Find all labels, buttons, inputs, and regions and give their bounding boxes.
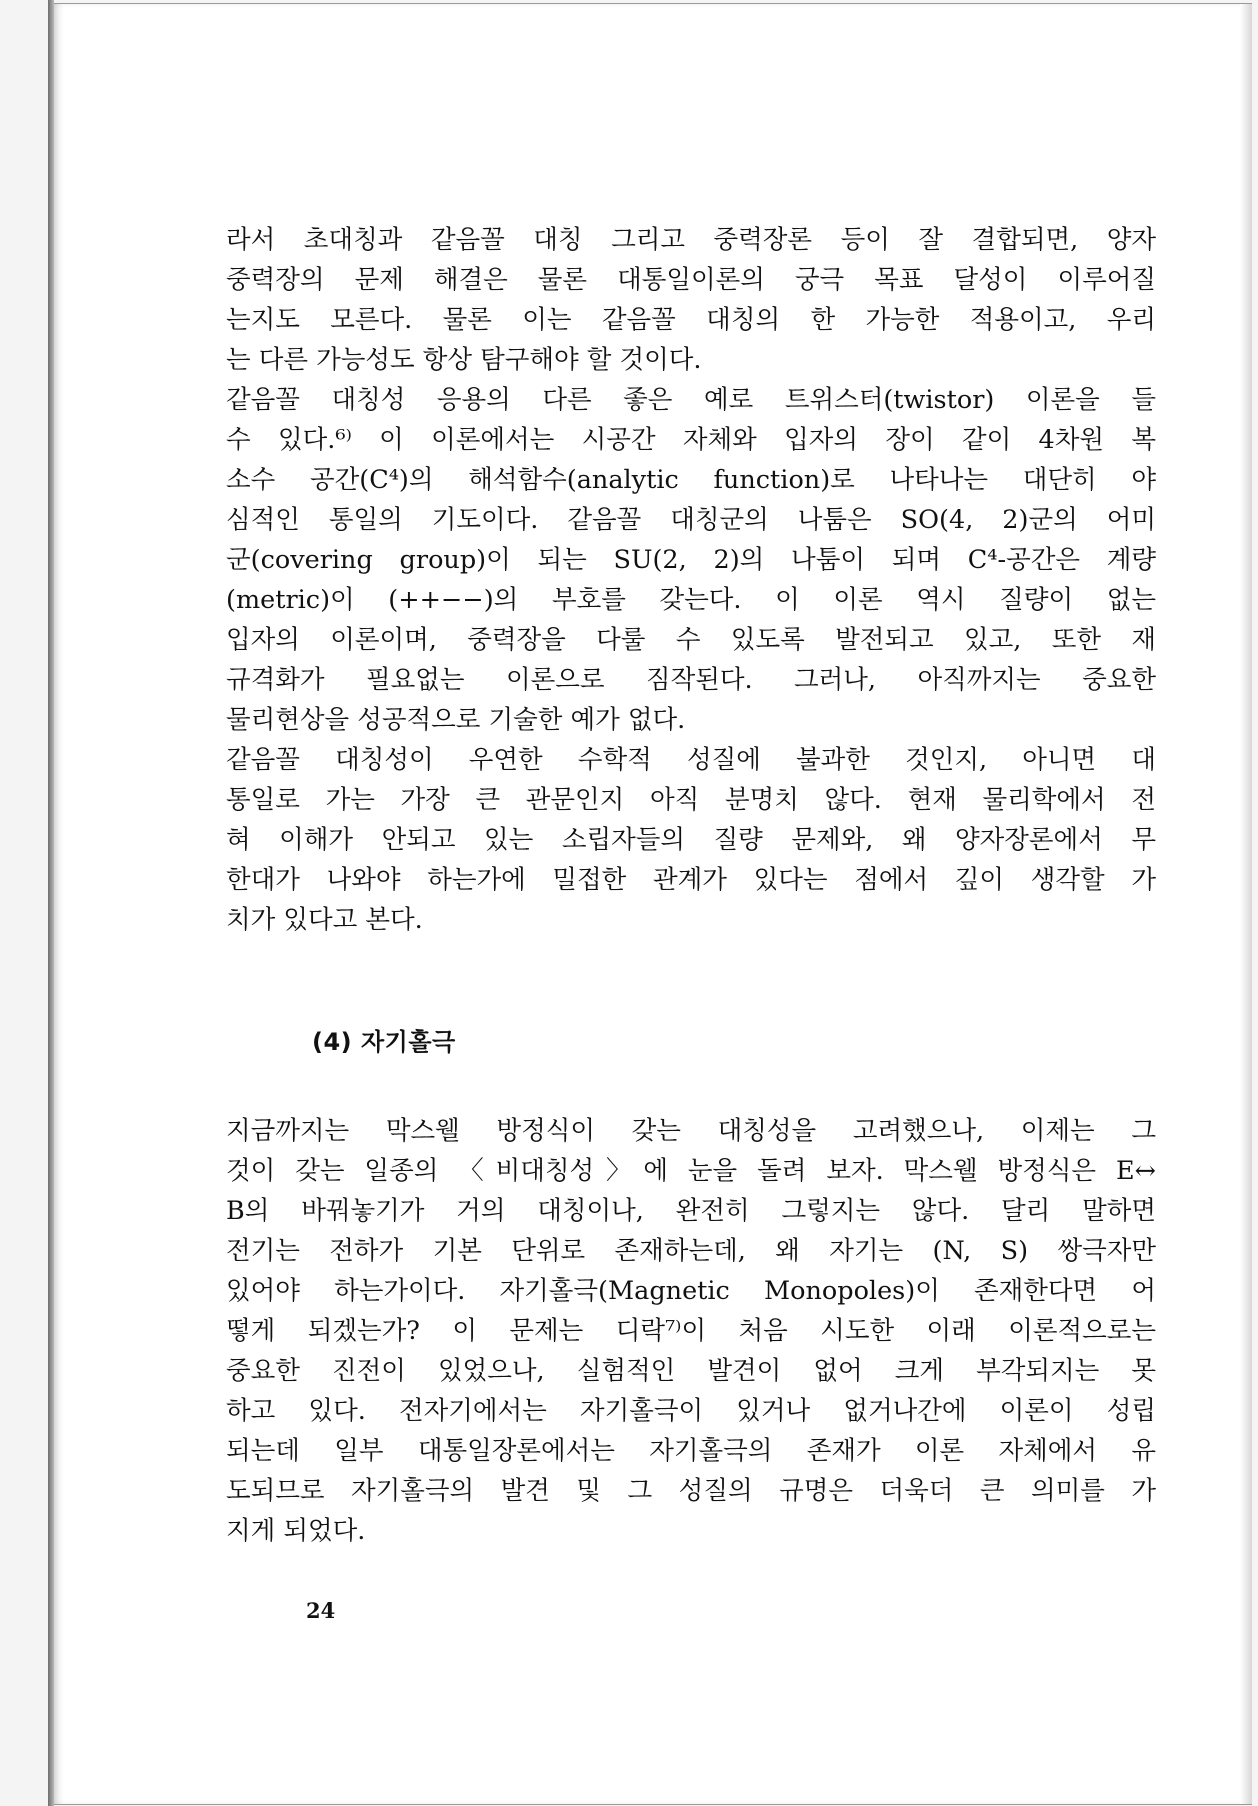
text-line: 혀 이해가 안되고 있는 소립자들의 질량 문제와, 왜 양자장론에서 무 — [226, 825, 1156, 855]
text-line: 물리현상을 성공적으로 기술한 예가 없다. — [226, 705, 686, 735]
text-line: 입자의 이론이며, 중력장을 다룰 수 있도록 발전되고 있고, 또한 재 — [226, 625, 1156, 655]
text-line: B의 바꿔놓기가 거의 대칭이나, 완전히 그렇지는 않다. 달리 말하면 — [226, 1196, 1156, 1226]
text-line: 것이 갖는 일종의 〈비대칭성〉에 눈을 돌려 보자. 막스웰 방정식은 E↔ — [226, 1156, 1156, 1186]
text-line: 중요한 진전이 있었으나, 실험적인 발견이 없어 크게 부각되지는 못 — [226, 1356, 1156, 1386]
text-line: 도되므로 자기홀극의 발견 및 그 성질의 규명은 더욱더 큰 의미를 가 — [226, 1476, 1156, 1506]
text-line: 규격화가 필요없는 이론으로 짐작된다. 그러나, 아직까지는 중요한 — [226, 665, 1156, 695]
body-text-top — [226, 220, 1156, 940]
text-line: 심적인 통일의 기도이다. 같음꼴 대칭군의 나툼은 SO(4, 2)군의 어미 — [226, 505, 1156, 535]
text-line: (metric)이 (++−−)의 부호를 갖는다. 이 이론 역시 질량이 없는 — [226, 585, 1156, 615]
text-line: 같음꼴 대칭성이 우연한 수학적 성질에 불과한 것인지, 아니면 대 — [226, 745, 1156, 775]
text-line: 있어야 하는가이다. 자기홀극(Magnetic Monopoles)이 존재한다면 어 — [226, 1276, 1156, 1306]
page-number: 24 — [306, 1598, 336, 1623]
text-line: 하고 있다. 전자기에서는 자기홀극이 있거나 없거나간에 이론이 성립 — [226, 1396, 1156, 1426]
text-line: 군(covering group)이 되는 SU(2, 2)의 나툼이 되며 C⁴-공간은 계량 — [226, 545, 1156, 575]
text-line: 되는데 일부 대통일장론에서는 자기홀극의 존재가 이론 자체에서 유 — [226, 1436, 1156, 1466]
text-line: 라서 초대칭과 같음꼴 대칭 그리고 중력장론 등이 잘 결합되면, 양자 — [226, 225, 1156, 255]
text-line: 수 있다.⁶⁾ 이 이론에서는 시공간 자체와 입자의 장이 같이 4차원 복 — [226, 425, 1156, 455]
text-line: 같음꼴 대칭성 응용의 다른 좋은 예로 트위스터(twistor) 이론을 들 — [226, 385, 1156, 415]
text-line: 통일로 가는 가장 큰 관문인지 아직 분명치 않다. 현재 물리학에서 전 — [226, 785, 1156, 815]
text-line: 지게 되었다. — [226, 1516, 366, 1546]
book-page — [54, 3, 1252, 1805]
text-line: 전기는 전하가 기본 단위로 존재하는데, 왜 자기는 (N, S) 쌍극자만 — [226, 1236, 1156, 1266]
text-line: 떻게 되겠는가? 이 문제는 디락⁷⁾이 처음 시도한 이래 이론적으로는 — [226, 1316, 1156, 1346]
page-fold-shadow — [1240, 4, 1252, 1804]
text-line: 소수 공간(C⁴)의 해석함수(analytic function)로 나타나는 대단히 야 — [226, 465, 1156, 495]
text-line: 치가 있다고 본다. — [226, 905, 423, 935]
text-line: 한대가 나와야 하는가에 밀접한 관계가 있다는 점에서 깊이 생각할 가 — [226, 865, 1156, 895]
body-text-bottom — [226, 1111, 1156, 1551]
text-line: 는 다른 가능성도 항상 탐구해야 할 것이다. — [226, 345, 702, 375]
text-line: 는지도 모른다. 물론 이는 같음꼴 대칭의 한 가능한 적용이고, 우리 — [226, 305, 1156, 335]
section-heading: (4) 자기홀극 — [312, 1028, 456, 1056]
text-line: 지금까지는 막스웰 방정식이 갖는 대칭성을 고려했으나, 이제는 그 — [226, 1116, 1156, 1146]
text-line: 중력장의 문제 해결은 물론 대통일이론의 궁극 목표 달성이 이루어질 — [226, 265, 1156, 295]
